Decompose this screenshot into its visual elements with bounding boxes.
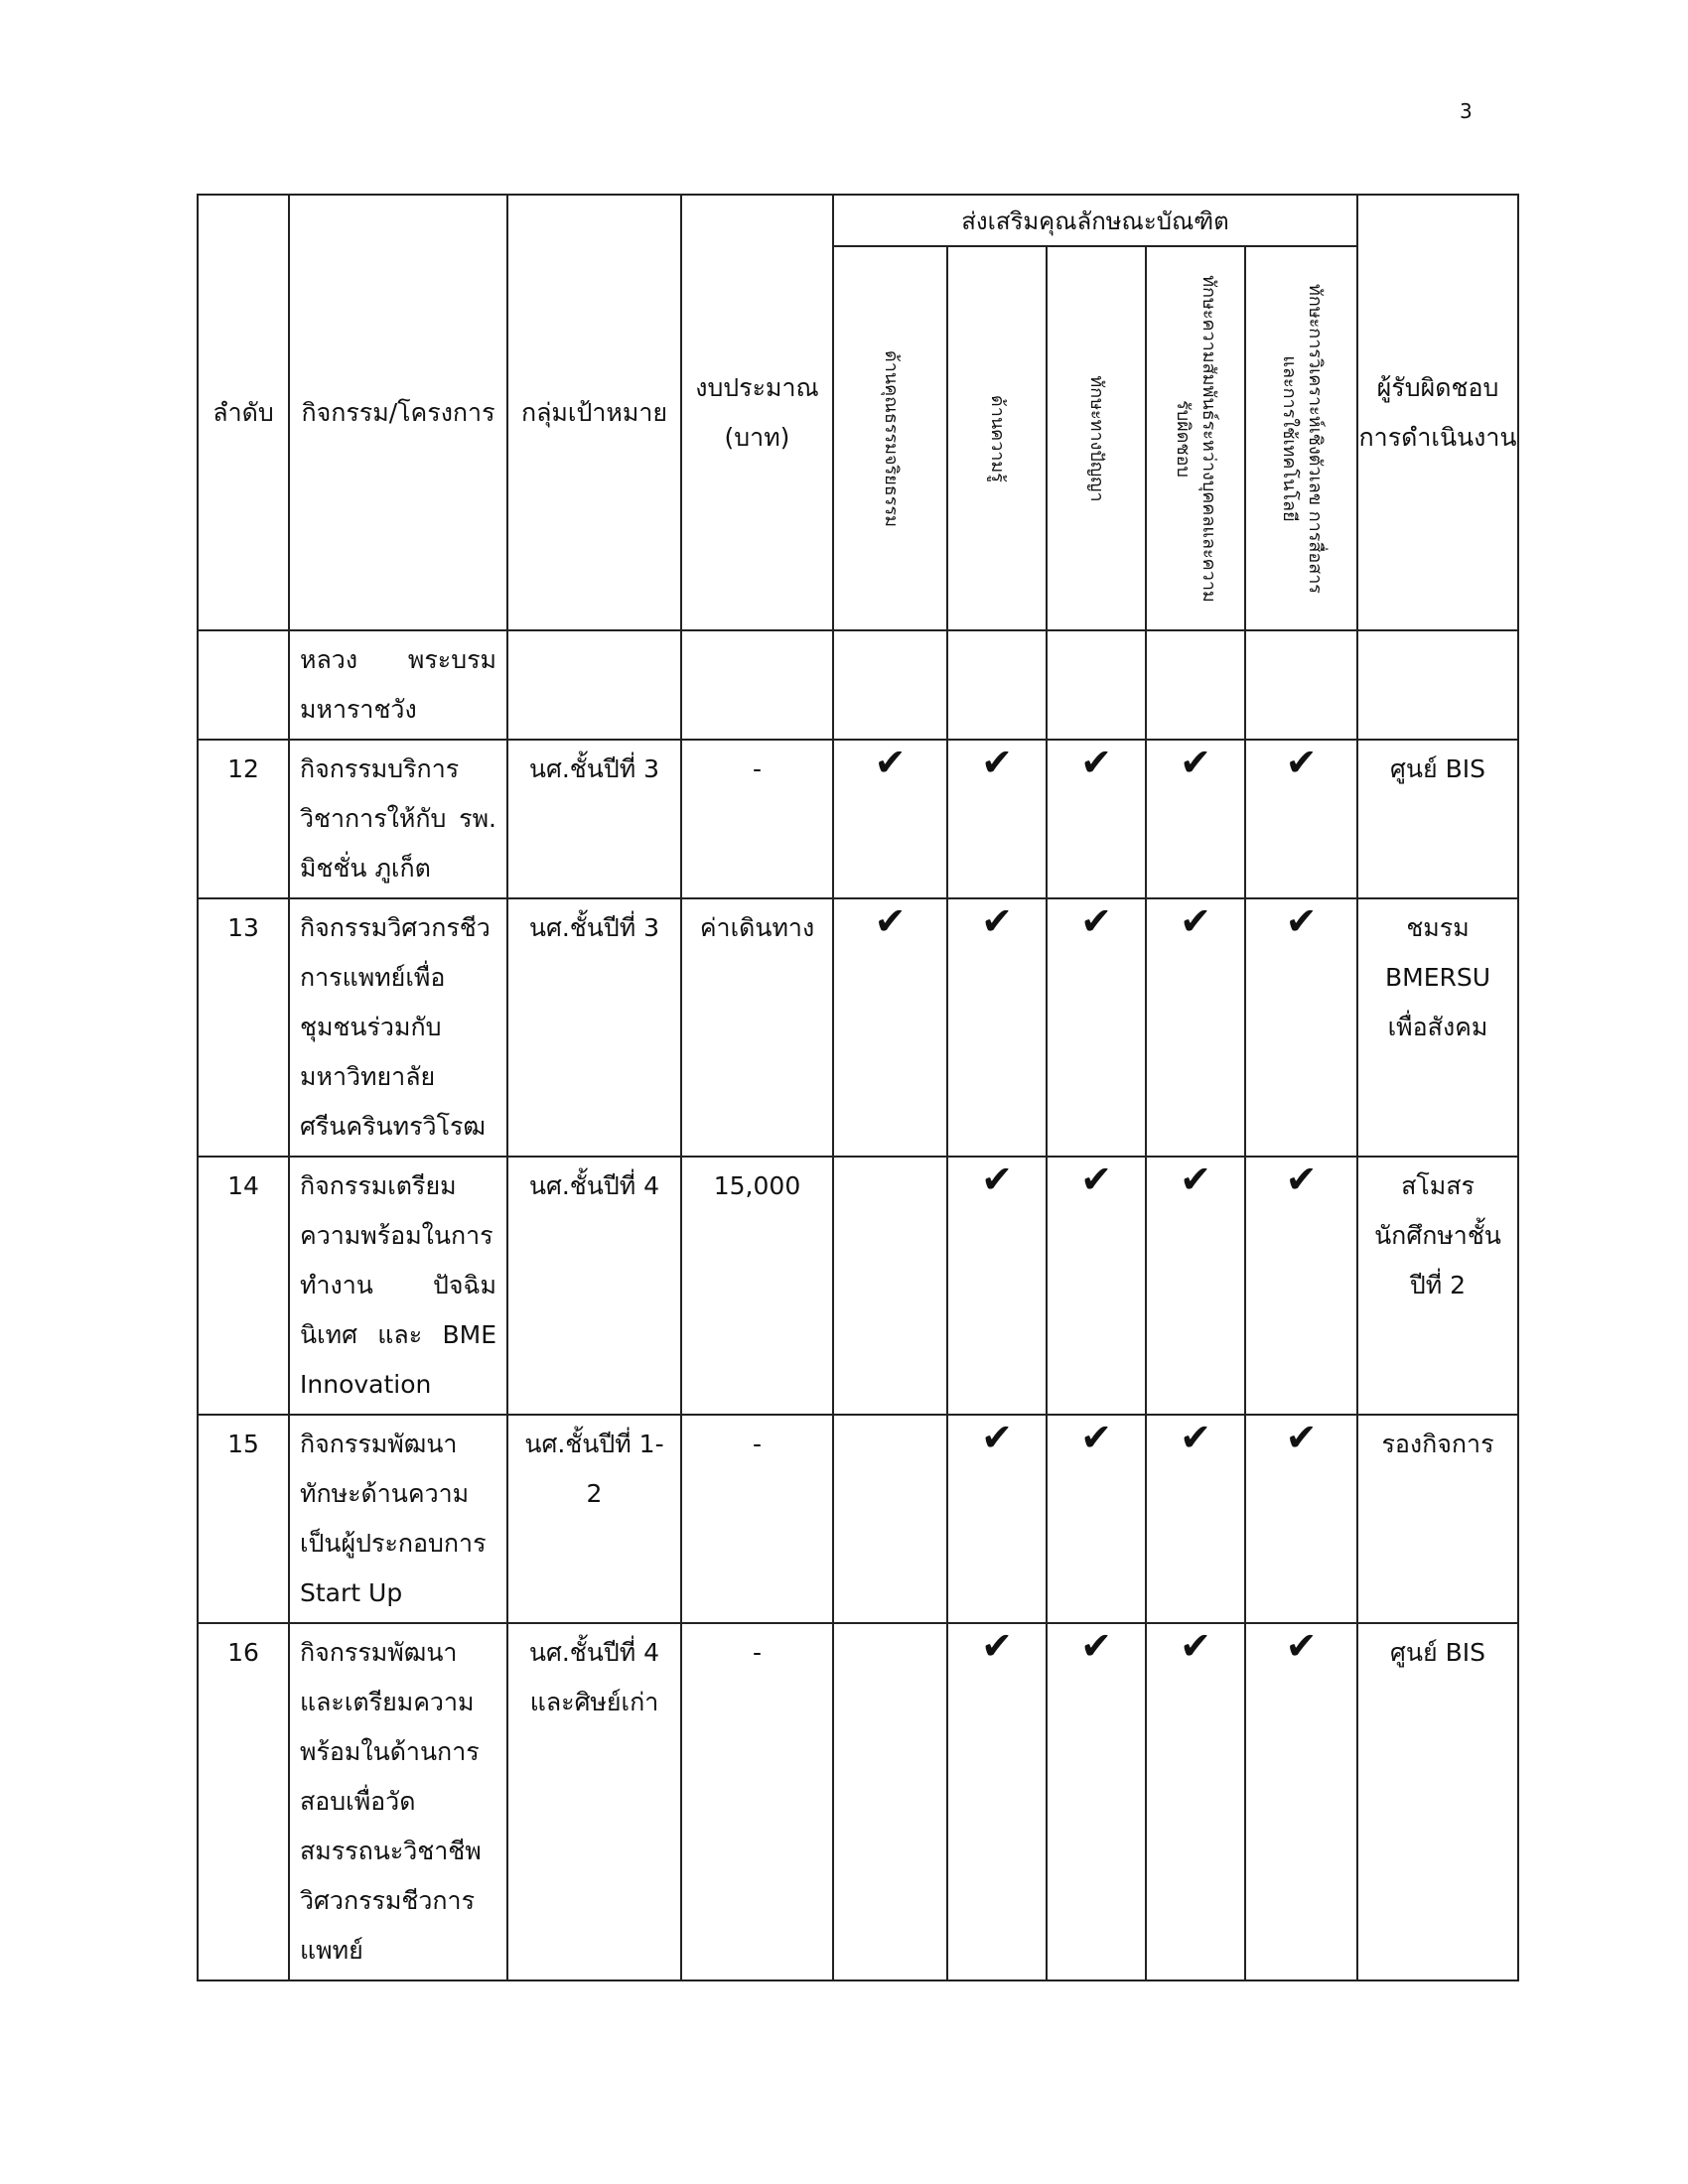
attribute-cell	[1146, 630, 1245, 740]
attribute-cell	[1245, 898, 1357, 1157]
table-row	[198, 630, 1518, 740]
checkmark-icon: ✔	[981, 1624, 1013, 1668]
attribute-cell	[947, 1157, 1047, 1415]
attribute-cell	[1146, 1157, 1245, 1415]
attribute-cell	[833, 1157, 947, 1415]
budget-value: -	[681, 740, 833, 898]
header-attr-cognitive	[1047, 246, 1146, 630]
checkmark-icon: ✔	[1180, 741, 1211, 784]
checkmark-icon: ✔	[1285, 1416, 1318, 1459]
checkmark-icon: ✔	[1285, 741, 1318, 784]
attribute-cell	[947, 1415, 1047, 1623]
budget-value: -	[681, 1415, 833, 1623]
attribute-cell	[1047, 1415, 1146, 1623]
checkmark-icon: ✔	[1080, 1624, 1112, 1668]
header-activity: กิจกรรม/โครงการ	[289, 195, 507, 630]
activity-name: กิจกรรมพัฒนาและเตรียมความพร้อมในด้านการสอบเพื่อวัดสมรรถนะวิชาชีพวิศวกรรมชีวการแพทย์	[289, 1623, 507, 1980]
row-number: 16	[198, 1623, 289, 1980]
attribute-cell	[1245, 1415, 1357, 1623]
responsible-party: ศูนย์ BIS	[1357, 1623, 1518, 1980]
header-no: ลำดับ	[198, 195, 289, 630]
target-group: นศ.ชั้นปีที่ 4 และศิษย์เก่า	[507, 1623, 681, 1980]
budget-value: ค่าเดินทาง	[681, 898, 833, 1157]
checkmark-icon: ✔	[1285, 899, 1318, 943]
checkmark-icon: ✔	[1180, 899, 1211, 943]
attribute-cell	[1047, 1623, 1146, 1980]
attribute-cell	[947, 740, 1047, 898]
checkmark-icon: ✔	[1180, 1416, 1211, 1459]
header-responsible: ผู้รับผิดชอบการดำเนินงาน	[1357, 195, 1518, 630]
checkmark-icon: ✔	[981, 741, 1013, 784]
attribute-cell	[1047, 898, 1146, 1157]
attribute-cell	[1245, 740, 1357, 898]
row-number: 14	[198, 1157, 289, 1415]
checkmark-icon: ✔	[1080, 1416, 1112, 1459]
table-row	[198, 1623, 1518, 1980]
activity-table	[197, 194, 1519, 1981]
attr-label: ทักษะความสัมพันธ์ระหว่างบุคคลและความรับผิดชอบ	[1173, 274, 1219, 603]
attribute-cell	[1146, 1623, 1245, 1980]
attribute-cell	[1047, 740, 1146, 898]
activity-name: กิจกรรมเตรียมความพร้อมในการทำงาน ปัจฉิมนิเทศ และ BME Innovation	[289, 1157, 507, 1415]
attr-label: ทักษะทางปัญญา	[1086, 374, 1107, 502]
responsible-party: ศูนย์ BIS	[1357, 740, 1518, 898]
checkmark-icon: ✔	[1285, 1158, 1318, 1201]
attribute-cell	[1245, 1157, 1357, 1415]
activity-name: กิจกรรมบริการวิชาการให้กับ รพ. มิชชั่น ภูเก็ต	[289, 740, 507, 898]
checkmark-icon: ✔	[1285, 1624, 1318, 1668]
header-attr-knowledge	[947, 246, 1047, 630]
checkmark-icon: ✔	[1080, 741, 1112, 784]
activity-name: กิจกรรมวิศวกรชีวการแพทย์เพื่อชุมชนร่วมกับมหาวิทยาลัยศรีนครินทรวิโรฒ	[289, 898, 507, 1157]
attribute-cell	[1146, 740, 1245, 898]
attr-label: ด้านคุณธรรมจริยธรรม	[880, 349, 902, 527]
attribute-cell	[833, 898, 947, 1157]
activity-name: กิจกรรมพัฒนาทักษะด้านความเป็นผู้ประกอบการ Start Up	[289, 1415, 507, 1623]
header-budget: งบประมาณ (บาท)	[681, 195, 833, 630]
responsible-party: รองกิจการ	[1357, 1415, 1518, 1623]
target-group: นศ.ชั้นปีที่ 3	[507, 740, 681, 898]
responsible-party: ชมรม BMERSU เพื่อสังคม	[1357, 898, 1518, 1157]
attribute-cell	[833, 630, 947, 740]
budget-value: -	[681, 1623, 833, 1980]
checkmark-icon: ✔	[981, 1416, 1013, 1459]
row-number	[198, 630, 289, 740]
attribute-cell	[833, 740, 947, 898]
attribute-cell	[1146, 1415, 1245, 1623]
header-attr-interpersonal	[1146, 246, 1245, 630]
target-group: นศ.ชั้นปีที่ 1-2	[507, 1415, 681, 1623]
attribute-cell	[833, 1415, 947, 1623]
attribute-cell	[1047, 630, 1146, 740]
table-row	[198, 898, 1518, 1157]
checkmark-icon: ✔	[874, 899, 907, 943]
target-group: นศ.ชั้นปีที่ 4	[507, 1157, 681, 1415]
attribute-cell	[947, 1623, 1047, 1980]
table-row	[198, 740, 1518, 898]
target-group: นศ.ชั้นปีที่ 3	[507, 898, 681, 1157]
attribute-cell	[1047, 1157, 1146, 1415]
attr-label: ทักษะการวิเคราะห์เชิงตัวเลข การสื่อสารและการใช้เทคโนโลยี	[1278, 283, 1326, 594]
activity-name: หลวง พระบรมมหาราชวัง	[289, 630, 507, 740]
table-row	[198, 1415, 1518, 1623]
checkmark-icon: ✔	[1080, 899, 1112, 943]
target-group	[507, 630, 681, 740]
budget-value: 15,000	[681, 1157, 833, 1415]
checkmark-icon: ✔	[1180, 1158, 1211, 1201]
page-number: 3	[1460, 99, 1473, 123]
attribute-cell	[1146, 898, 1245, 1157]
table-body	[198, 630, 1518, 1980]
responsible-party: สโมสรนักศึกษาชั้นปีที่ 2	[1357, 1157, 1518, 1415]
checkmark-icon: ✔	[981, 899, 1013, 943]
attribute-cell	[1245, 630, 1357, 740]
attribute-cell	[1245, 1623, 1357, 1980]
checkmark-icon: ✔	[981, 1158, 1013, 1201]
table-row	[198, 1157, 1518, 1415]
attribute-cell	[947, 898, 1047, 1157]
checkmark-icon: ✔	[874, 741, 907, 784]
row-number: 15	[198, 1415, 289, 1623]
header-target: กลุ่มเป้าหมาย	[507, 195, 681, 630]
checkmark-icon: ✔	[1080, 1158, 1112, 1201]
attribute-cell	[833, 1623, 947, 1980]
checkmark-icon: ✔	[1180, 1624, 1211, 1668]
attribute-cell	[947, 630, 1047, 740]
header-attr-numerical-it	[1245, 246, 1357, 630]
header-attr-ethics	[833, 246, 947, 630]
row-number: 13	[198, 898, 289, 1157]
responsible-party	[1357, 630, 1518, 740]
header-attribute-group: ส่งเสริมคุณลักษณะบัณฑิต	[833, 195, 1357, 246]
row-number: 12	[198, 740, 289, 898]
budget-value	[681, 630, 833, 740]
attr-label: ด้านความรู้	[987, 394, 1008, 482]
